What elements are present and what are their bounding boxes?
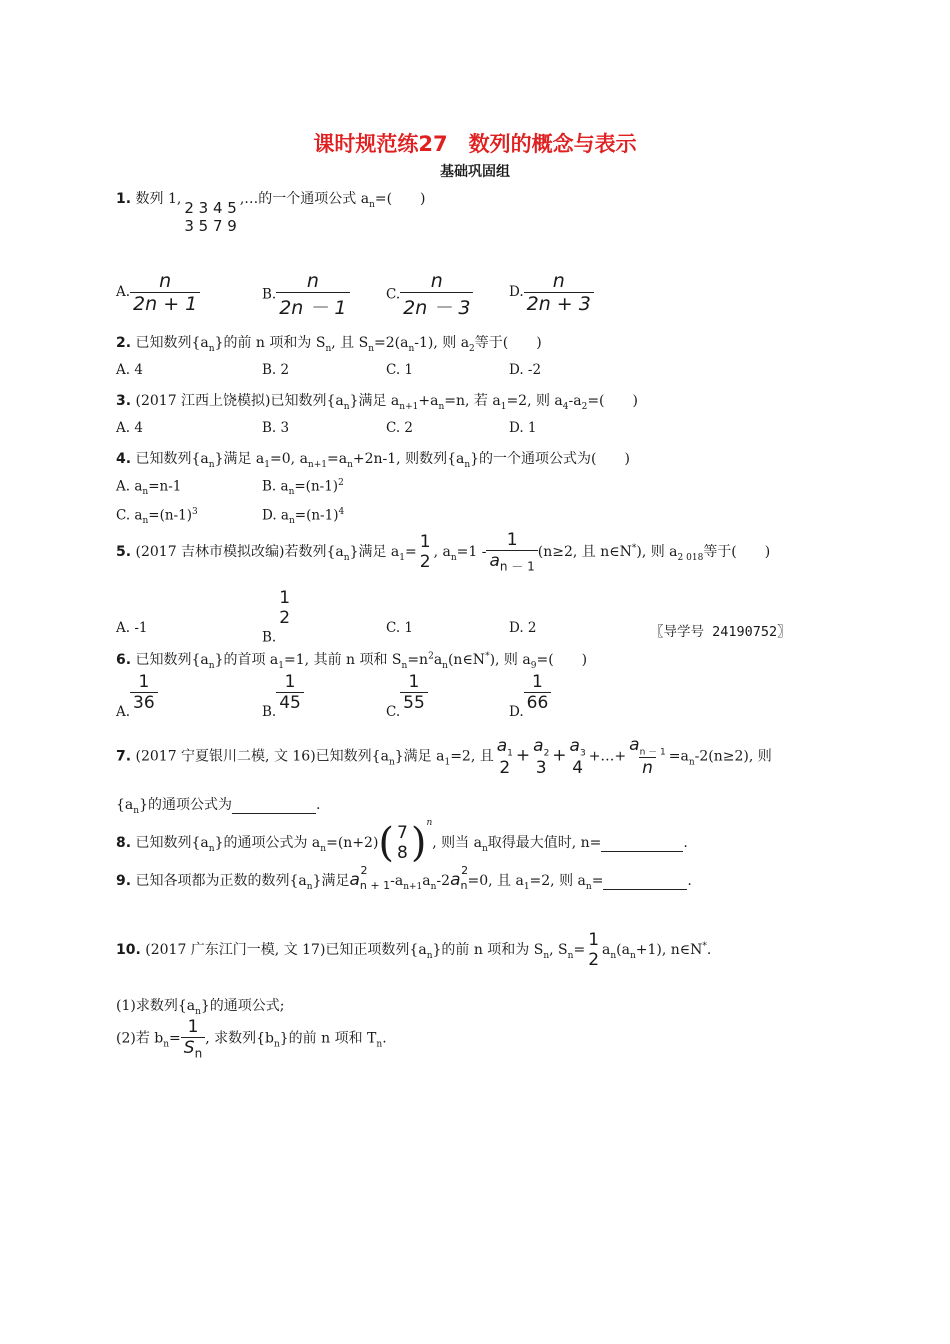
question-6-option-d[interactable]: D. $\frac{1}{66}$ [509, 672, 551, 720]
question-9: 9. 已知各项都为正数的数列$\{a_n\}$满足a 2 $n + 1-a_{n+1}a_n-2a$ 2 n=0, 且 $a_1=2$, 则 $a_n=$ . [116, 864, 692, 892]
question-3-option-a[interactable]: A. 4 [116, 420, 143, 436]
question-2-option-a[interactable]: A. 4 [116, 362, 143, 378]
question-2-option-c[interactable]: C. 1 [386, 362, 414, 378]
question-7: 7. (2017 宁夏银川二模, 文 16)已知数列$\{a_n\}$满足 $a_1=2$, 且 $a_1$ 2 + $a_2$ 3 + $a_3$ 4 +…+ $\frac{a_{n - 1}}{n}$ $=a_n-2(n\ge 2)$, 则 [116, 735, 772, 779]
question-8: 8. 已知数列$\{a_n\}$的通项公式为 $a_n=(n+2)$( 7 8 )$^n$, 则当 $a_n$取得最大值时, n= . [116, 818, 688, 866]
question-10-part-1: (1)求数列$\{a_n\}$的通项公式; [116, 998, 285, 1017]
answer-blank[interactable] [601, 835, 683, 852]
question-2-option-d[interactable]: D. -2 [509, 362, 542, 378]
answer-blank[interactable] [603, 873, 687, 890]
question-3-option-b[interactable]: B. 3 [262, 420, 290, 436]
question-1-option-d[interactable]: D. $\frac{n}{2n + 3}$ [509, 270, 594, 315]
question-5-option-d[interactable]: D. 2 [509, 620, 537, 636]
question-4-option-b[interactable]: B. $a_n=(n-1)^2$ [262, 478, 344, 498]
question-2-option-b[interactable]: B. 2 [262, 362, 290, 378]
question-4-option-a[interactable]: A. $a_n=n-1$ [116, 478, 182, 498]
question-6-option-b[interactable]: B. $\frac{1}{45}$ [262, 672, 304, 720]
question-4-option-d[interactable]: D. $a_n=(n-1)^4$ [262, 507, 345, 527]
question-7-line-2: $\{a_n\}$的通项公式为 . [116, 797, 321, 816]
question-3-option-c[interactable]: C. 2 [386, 420, 414, 436]
sequence-fractions: 2 3 4 5 3 5 7 9 [184, 199, 237, 235]
question-4-option-c[interactable]: C. $a_n=(n-1)^3$ [116, 507, 198, 527]
reference-number: 〖导学号 24190752〗 [650, 624, 791, 640]
question-4: 4. 已知数列$\{a_n\}$满足 $a_1=0$, $a_{n+1}=a_n+2n-1$, 则数列$\{a_n\}$的一个通项公式为( ) [116, 451, 630, 470]
page-title: 课时规范练27 数列的概念与表示 [313, 132, 637, 156]
question-number: 1. [116, 191, 132, 207]
question-10-part-2: (2)若 $b_n=$ $\frac{1}{S_n}$ , 求数列$\{b_n\}$的前 n 项和 $T_n$. [116, 1017, 387, 1061]
section-subtitle: 基础巩固组 [440, 164, 510, 180]
question-5-option-c[interactable]: C. 1 [386, 620, 414, 636]
question-6: 6. 已知数列$\{a_n\}$的首项 $a_1=1$, 其前 n 项和 $S_n=n^2a_n(n\in N^*)$, 则 $a_9=$( ) [116, 651, 588, 671]
question-6-option-a[interactable]: A. $\frac{1}{36}$ [116, 672, 158, 720]
question-5-option-a[interactable]: A. -1 [116, 620, 148, 636]
answer-blank[interactable] [232, 797, 316, 814]
question-3: 3. (2017 江西上饶模拟)已知数列$\{a_n\}$满足 $a_{n+1}+a_n=n$, 若 $a_1=2$, 则 $a_4-a_2=$( ) [116, 393, 638, 412]
question-6-option-c[interactable]: C. $\frac{1}{55}$ [386, 672, 428, 720]
question-1: 1. 数列 1, 2 3 4 5 3 5 7 9 ,…的一个通项公式 $a_n=$( ) [116, 191, 426, 235]
question-10: 10. (2017 广东江门一模, 文 17)已知正项数列$\{a_n\}$的前 n 项和为 $S_n$, $S_n=$ 1 2 $a_n(a_n+1)$, n∈N*. [116, 930, 712, 970]
question-2: 2. 已知数列$\{a_n\}$的前 n 项和为 $S_n$, 且 $S_n=2(a_n-1)$, 则 $a_2$等于( ) [116, 335, 542, 354]
question-1-option-a[interactable]: A. $\frac{n}{2n + 1}$ [116, 270, 200, 315]
question-5-option-b[interactable]: B. 1 2 [262, 588, 291, 646]
question-1-option-c[interactable]: C. $\frac{n}{2n - 3}$ [386, 270, 473, 320]
question-3-option-d[interactable]: D. 1 [509, 420, 537, 436]
question-5: 5. (2017 吉林市模拟改编)若数列$\{a_n\}$满足 $a_1=$ 1 2 , $a_n=1$ - $\frac{1}{a_{n - 1}}$ (n≥2, 且 n∈N*), 则 $a_{2 018}$等于( ) [116, 530, 771, 574]
question-1-option-b[interactable]: B. $\frac{n}{2n - 1}$ [262, 270, 350, 320]
